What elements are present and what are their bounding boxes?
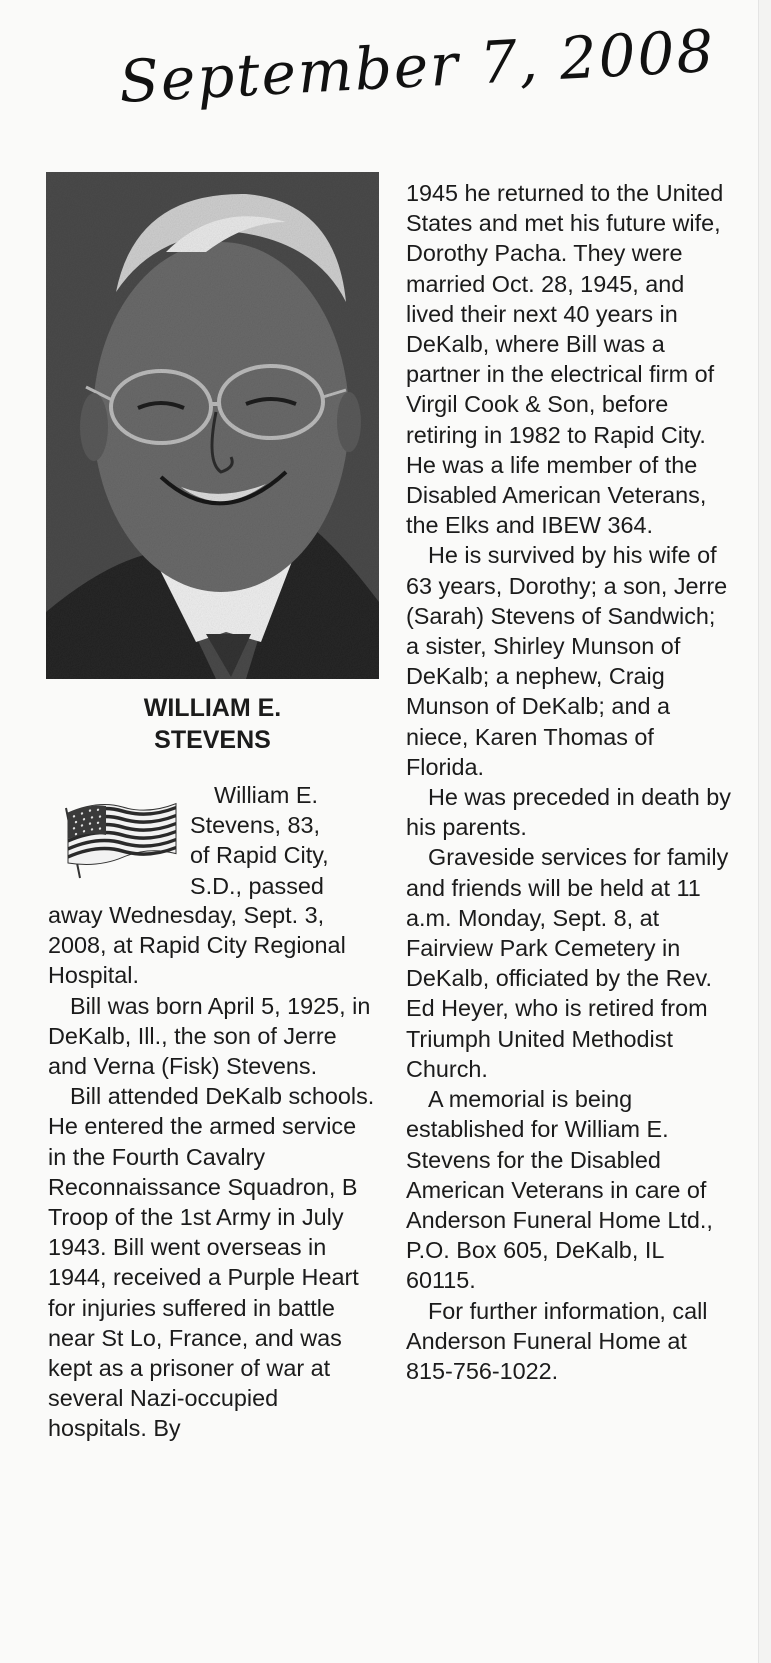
intro-continuation: away Wednesday, Sept. 3, 2008, at Rapid City Regional Hospital. xyxy=(48,902,346,989)
body-paragraph: For further information, call Anderson Funeral Home at 815-756-1022. xyxy=(406,1297,708,1384)
body-paragraph: Bill was born April 5, 1925, in DeKalb, Ill., the son of Jerre and Verna (Fisk) Stevens. xyxy=(48,992,371,1080)
intro-line: of Rapid City, xyxy=(190,842,329,869)
portrait-photo-svg xyxy=(46,172,379,679)
intro-line: Stevens, 83, xyxy=(190,812,321,839)
name-line-1: WILLIAM E. xyxy=(143,694,282,722)
handwritten-date: September 7, 2008 xyxy=(117,16,717,116)
body-paragraph: He is survived by his wife of 63 years, Dorothy; a son, Jerre (Sarah) Stevens of Sandwich; a sister, Shirley Munson of DeKalb; a nephew, Craig Munson of DeKalb; and a niece, Karen Thomas of Florida. xyxy=(406,542,728,780)
name-line-2: STEVENS xyxy=(154,726,271,754)
obituary-name-heading xyxy=(46,692,379,756)
body-paragraph: A memorial is being established for William E. Stevens for the Disabled American Veterans in care of Anderson Funeral Home Ltd., P.O. Box 605, DeKalb, IL 60115. xyxy=(406,1086,713,1294)
intro-line: William E. xyxy=(214,782,318,808)
american-flag-icon-svg xyxy=(58,790,178,880)
left-column-text xyxy=(48,900,380,1444)
body-paragraph: Graveside services for family and friends will be held at 11 a.m. Monday, Sept. 8, at Fairview Park Cemetery in DeKalb, officiated by the Rev. Ed Heyer, who is retired from Triumph United Methodist Church. xyxy=(406,844,729,1082)
body-paragraph: Bill attended DeKalb schools. He entered the armed service in the Fourth Cavalry Reconnaissance Squadron, B Troop of the 1st Army in July 1943. Bill went overseas in 1944, received a Purple Heart for injuries suffered in battle near St Lo, France, and was kept as a prisoner of war at several Nazi-occupied hospitals. By xyxy=(48,1083,375,1442)
body-paragraph: He was preceded in death by his parents. xyxy=(406,784,731,841)
american-flag-icon xyxy=(58,790,178,880)
portrait-photo xyxy=(46,172,379,679)
intro-lines xyxy=(190,780,390,901)
right-column-text xyxy=(406,178,734,1386)
body-paragraph: 1945 he returned to the United States and met his future wife, Dorothy Pacha. They were married Oct. 28, 1945, and lived their next 40 years in DeKalb, where Bill was a partner in the electrical firm of Virgil Cook & Son, before retiring in 1982 to Rapid City. He was a life member of the Disabled American Veterans, the Elks and IBEW 364. xyxy=(406,180,724,539)
intro-line: S.D., passed xyxy=(190,872,324,899)
paper-edge xyxy=(758,0,771,1663)
